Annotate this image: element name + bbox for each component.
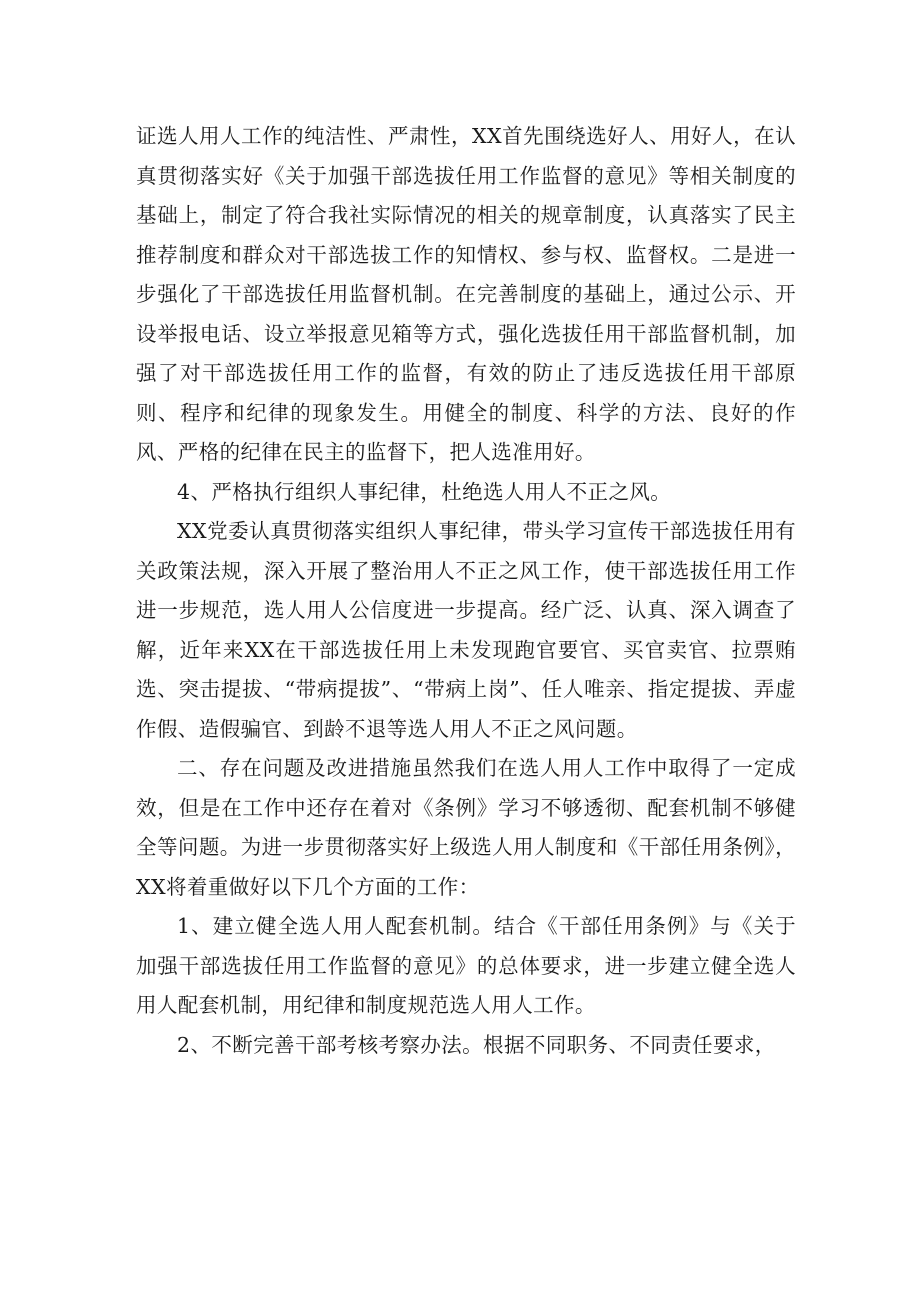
paragraph-heading-discipline: 4、严格执行组织人事纪律，杜绝选人用人不正之风。 [177, 479, 672, 504]
paragraph-supervision-mechanism: 证选人用人工作的纯洁性、严肃性，XX首先围绕选好人、用好人，在认真贯彻落实好《关于加强干部选拔任用工作监督的意见》等相关制度的基础上，制定了符合我社实际情况的相关的规章制度，认真落实了民主推荐制度和群众对干部选拔工作的知情权、参与权、监督权。二是进一步强化了干部选拔任用监督机制。在完善制度的基础上，通过公示、开设举报电话、设立举报意见箱等方式，强化选拔任用干部监督机制，加强了对干部选拔任用工作的监督，有效的防止了违反选拔任用干部原则、程序和纪律的现象发生。用健全的制度、科学的方法、良好的作风、严格的纪律在民主的监督下，把人选准用好。 [136, 124, 796, 464]
document-body [136, 117, 796, 1065]
paragraph-party-committee: XX党委认真贯彻落实组织人事纪律，带头学习宣传干部选拔任用有关政策法规，深入开展了整治用人不正之风工作，使干部选拔任用工作进一步规范，选人用人公信度进一步提高。经广泛、认真、深入调查了解，近年来XX在干部选拔任用上未发现跑官要官、买官卖官、拉票贿选、突击提拔、“带病提拔”、“带病上岗”、任人唯亲、指定提拔、弄虚作假、造假骗官、到龄不退等选人用人不正之风问题。 [136, 519, 796, 741]
paragraph-problems-measures: 二、存在问题及改进措施虽然我们在选人用人工作中取得了一定成效，但是在工作中还存在着对《条例》学习不够透彻、配套机制不够健全等问题。为进一步贯彻落实好上级选人用人制度和《干部任用条例》，XX将着重做好以下几个方面的工作： [136, 756, 796, 899]
paragraph-measure-2: 2、不断完善干部考核考察办法。根据不同职务、不同责任要求， [177, 1032, 776, 1057]
paragraph-measure-1: 1、建立健全选人用人配套机制。结合《干部任用条例》与《关于加强干部选拔任用工作监督的意见》的总体要求，进一步建立健全选人用人配套机制，用纪律和制度规范选人用人工作。 [136, 914, 796, 1017]
